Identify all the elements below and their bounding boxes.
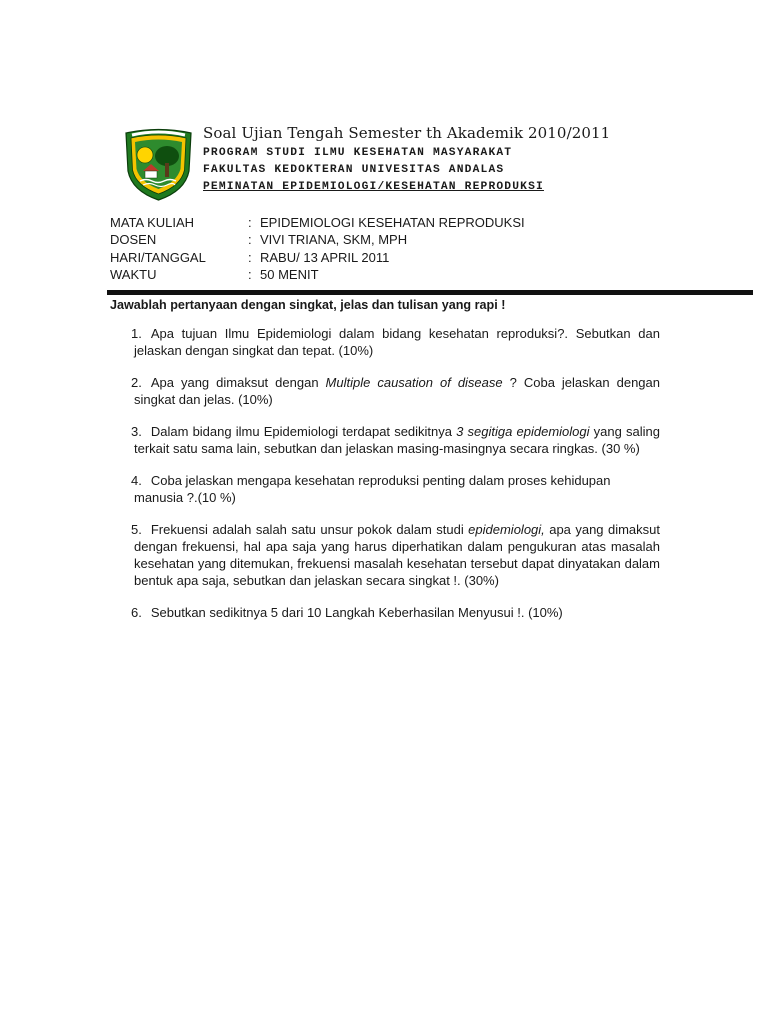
header-divider bbox=[107, 290, 753, 295]
question-text: Sebutkan sedikitnya 5 dari 10 Langkah Keberhasilan Menyusui !. (10%) bbox=[150, 605, 563, 621]
course-info-row bbox=[110, 249, 525, 266]
question-item bbox=[131, 424, 660, 458]
specialization-name: PEMINATAN EPIDEMIOLOGI/KESEHATAN REPRODUKSI bbox=[203, 181, 544, 193]
question-number: 3. bbox=[131, 424, 142, 440]
question-number: 5. bbox=[131, 522, 142, 538]
course-info-label: MATA KULIAH bbox=[110, 215, 195, 230]
question-item bbox=[131, 522, 660, 589]
course-info-colon: : bbox=[248, 249, 252, 265]
course-info-value: EPIDEMIOLOGI KESEHATAN REPRODUKSI bbox=[260, 215, 525, 230]
course-info-value: RABU/ 13 APRIL 2011 bbox=[260, 249, 390, 265]
question-text: Coba jelaskan mengapa kesehatan reproduksi penting dalam proses kehidupan manusia ?.(10 %) bbox=[134, 473, 611, 506]
question-text-continued: apa yang dimaksut dengan frekuensi, hal apa saja yang harus diperhatikan dalam pengukuran atas masalah kesehatan yang ditemukan, frekuensi masalah kesehatan tersebut dapat dinyatakan dalam bentuk apa saja, sebutkan dan jelaskan secara singkat !. (30%) bbox=[134, 522, 660, 588]
question-emphasis: Multiple causation of disease bbox=[325, 375, 503, 391]
question-item bbox=[131, 326, 660, 360]
question-item bbox=[131, 375, 660, 409]
course-info-table bbox=[110, 214, 525, 284]
question-text: Apa yang dimaksut dengan bbox=[150, 375, 326, 391]
question-number: 2. bbox=[131, 375, 142, 391]
question-text: Frekuensi adalah salah satu unsur pokok dalam studi bbox=[150, 522, 469, 538]
course-info-row bbox=[110, 266, 525, 283]
course-info-label: WAKTU bbox=[110, 267, 157, 283]
course-info-colon: : bbox=[248, 267, 252, 283]
course-info-colon: : bbox=[248, 215, 252, 230]
exam-instruction: Jawablah pertanyaan dengan singkat, jelas dan tulisan yang rapi ! bbox=[110, 298, 506, 312]
question-text: Dalam bidang ilmu Epidemiologi terdapat sedikitnya bbox=[150, 424, 457, 440]
question-emphasis: 3 segitiga epidemiologi bbox=[456, 424, 590, 440]
program-name: PROGRAM STUDI ILMU KESEHATAN MASYARAKAT bbox=[203, 147, 513, 159]
course-info-value: 50 MENIT bbox=[260, 267, 319, 283]
exam-title: Soal Ujian Tengah Semester th Akademik 2010/2011 bbox=[203, 124, 611, 142]
question-text-continued: yang saling terkait satu sama lain, sebutkan dan jelaskan masing-masingnya secara ringkas. (30 %) bbox=[134, 424, 660, 456]
course-info-label: DOSEN bbox=[110, 232, 157, 248]
question-emphasis: epidemiologi, bbox=[468, 522, 545, 538]
question-number: 1. bbox=[131, 326, 142, 341]
question-text: Apa tujuan Ilmu Epidemiologi dalam bidang kesehatan reproduksi?. Sebutkan dan jelaskan dengan singkat dan tepat. (10%) bbox=[134, 326, 660, 358]
question-text-continued: ? Coba jelaskan dengan singkat dan jelas. (10%) bbox=[134, 375, 660, 407]
university-crest-icon bbox=[123, 127, 194, 201]
course-info-row bbox=[110, 231, 525, 248]
course-info-value: VIVI TRIANA, SKM, MPH bbox=[260, 232, 408, 248]
course-info-label: HARI/TANGGAL bbox=[110, 249, 206, 265]
course-info-colon: : bbox=[248, 232, 252, 248]
faculty-name: FAKULTAS KEDOKTERAN UNIVESITAS ANDALAS bbox=[203, 164, 505, 176]
question-number: 6. bbox=[131, 605, 142, 621]
question-list bbox=[131, 326, 660, 637]
question-number: 4. bbox=[131, 473, 142, 489]
question-item bbox=[131, 473, 660, 507]
question-item bbox=[131, 605, 660, 622]
course-info-row bbox=[110, 214, 525, 231]
